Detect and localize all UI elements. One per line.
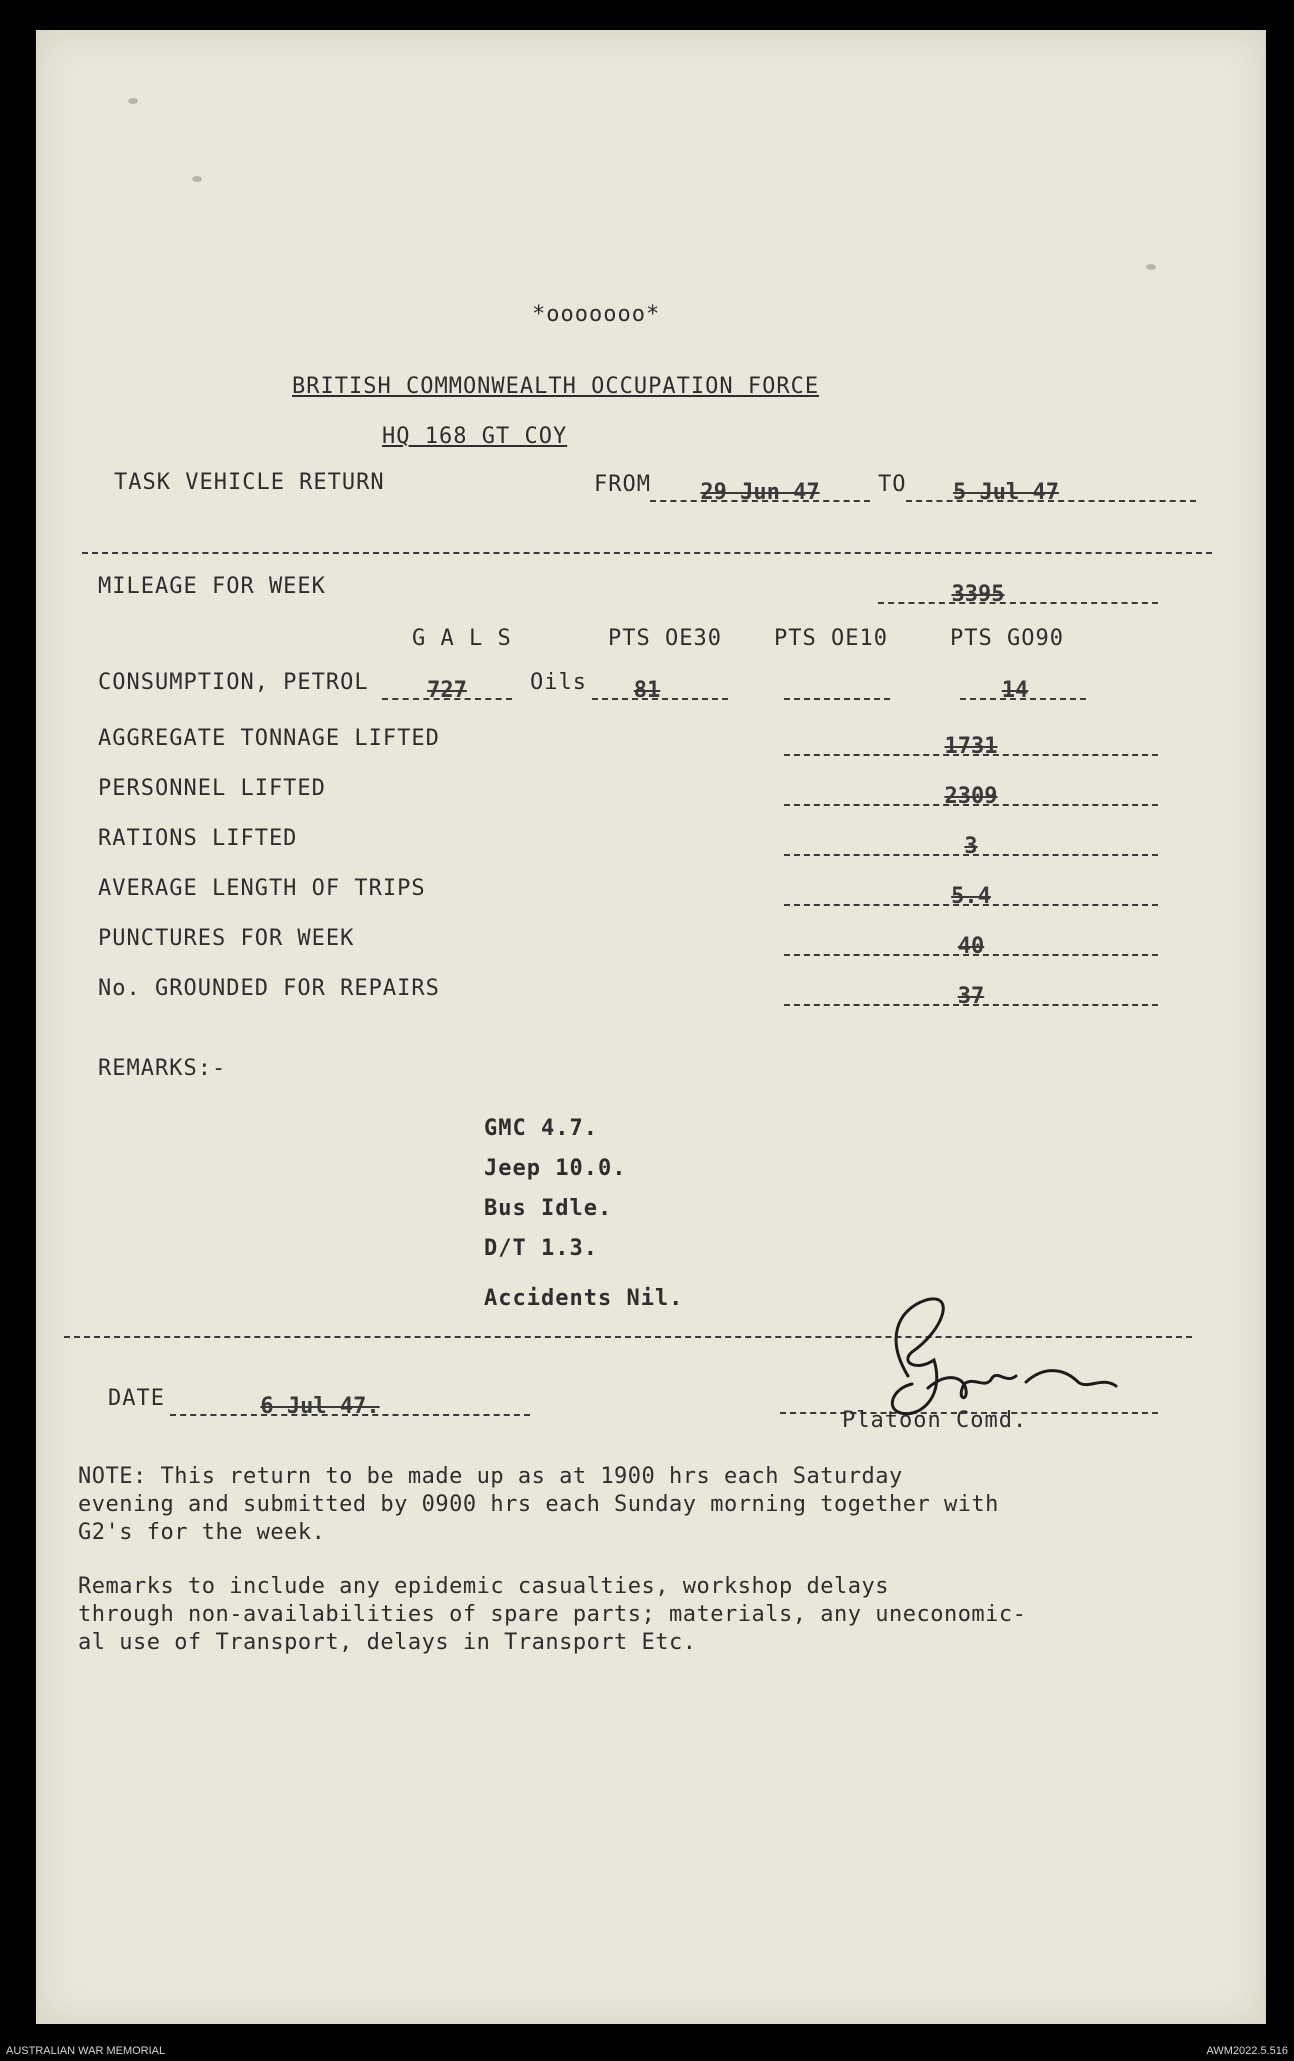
- date-label: DATE: [108, 1386, 165, 1411]
- note-line: al use of Transport, delays in Transport Etc.: [78, 1630, 697, 1655]
- note-line: evening and submitted by 0900 hrs each Sunday morning together with: [78, 1492, 999, 1517]
- note-line: through non-availabilities of spare parts; materials, any uneconomic-: [78, 1602, 1027, 1627]
- note-line: NOTE: This return to be made up as at 1900 hrs each Saturday: [78, 1464, 903, 1489]
- remark-line: Accidents Nil.: [484, 1286, 684, 1311]
- to-value: 5 Jul 47: [953, 480, 1059, 505]
- remark-line: D/T 1.3.: [484, 1236, 598, 1261]
- row-value: 3: [964, 834, 978, 859]
- note-line: G2's for the week.: [78, 1520, 326, 1545]
- col-gals: G A L S: [412, 626, 512, 651]
- row-label: No. GROUNDED FOR REPAIRS: [98, 976, 440, 1001]
- paper-speck: [128, 98, 138, 104]
- consumption-label: CONSUMPTION, PETROL: [98, 670, 369, 695]
- signature-role: Platoon Comd.: [842, 1408, 1028, 1433]
- from-value: 29 Jun 47: [700, 480, 820, 505]
- row-value: 5.4: [951, 884, 991, 909]
- col-pts-go90: PTS GO90: [950, 626, 1064, 651]
- go90-value: 14: [1001, 678, 1029, 703]
- row-label: PUNCTURES FOR WEEK: [98, 926, 355, 951]
- row-label: AVERAGE LENGTH OF TRIPS: [98, 876, 426, 901]
- footer-left: AUSTRALIAN WAR MEMORIAL: [6, 2045, 166, 2057]
- row-value: 37: [957, 984, 985, 1009]
- document-page: [36, 30, 1266, 2024]
- row-label: AGGREGATE TONNAGE LIFTED: [98, 726, 440, 751]
- remarks-label: REMARKS:-: [98, 1056, 227, 1081]
- mileage-value: 3395: [951, 582, 1005, 607]
- divider-top: [82, 552, 1212, 554]
- gals-value: 727: [427, 678, 467, 703]
- paper-speck: [1146, 264, 1156, 270]
- oils-label: Oils: [530, 670, 587, 695]
- row-value: 2309: [944, 784, 998, 809]
- footer-right: AWM2022.5.516: [1206, 2045, 1288, 2057]
- mileage-label: MILEAGE FOR WEEK: [98, 574, 326, 599]
- row-label: RATIONS LIFTED: [98, 826, 298, 851]
- to-label: TO: [878, 472, 907, 497]
- row-value: 1731: [944, 734, 998, 759]
- oe10-line: [784, 698, 890, 700]
- from-label: FROM: [594, 472, 651, 497]
- row-label: PERSONNEL LIFTED: [98, 776, 326, 801]
- row-value: 40: [957, 934, 985, 959]
- col-pts-oe30: PTS OE30: [608, 626, 722, 651]
- org-title: BRITISH COMMONWEALTH OCCUPATION FORCE: [292, 374, 820, 399]
- unit-title: HQ 168 GT COY: [382, 424, 568, 449]
- paper-speck: [192, 176, 202, 182]
- return-title: TASK VEHICLE RETURN: [114, 470, 385, 495]
- remark-line: Bus Idle.: [484, 1196, 613, 1221]
- header-mark: *ooooooo*: [532, 302, 661, 327]
- col-pts-oe10: PTS OE10: [774, 626, 888, 651]
- note-line: Remarks to include any epidemic casualties, workshop delays: [78, 1574, 889, 1599]
- remark-line: GMC 4.7.: [484, 1116, 598, 1141]
- oe30-value: 81: [633, 678, 661, 703]
- date-value: 6 Jul 47.: [260, 1394, 380, 1419]
- remark-line: Jeep 10.0.: [484, 1156, 627, 1181]
